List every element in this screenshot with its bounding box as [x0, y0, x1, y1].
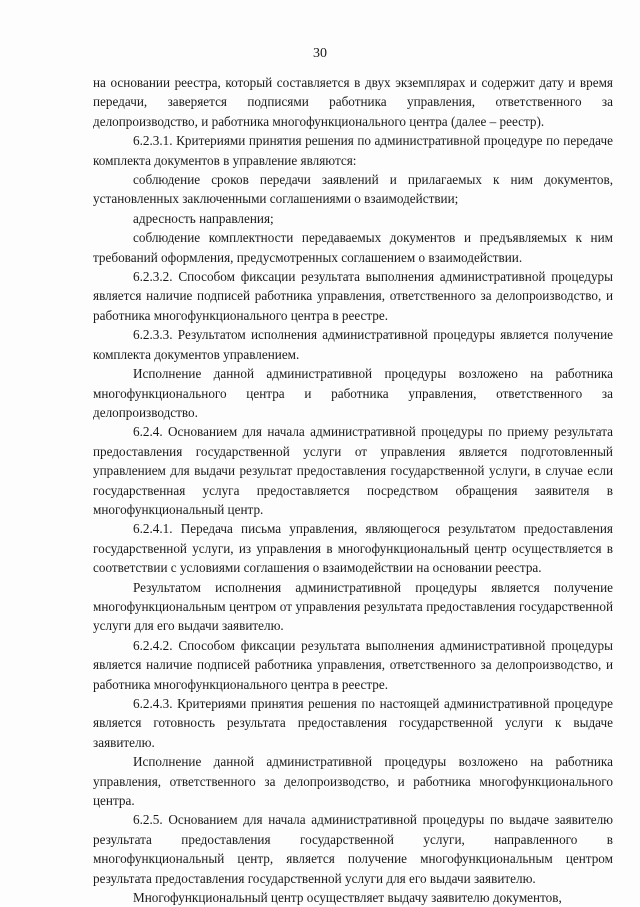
- paragraph: 6.2.3.2. Способом фиксации результата выполнения административной процедуры является наличие подписей работника управления, ответственного за делопроизводство, и работника многофункционального центра в реестре.: [93, 269, 613, 323]
- paragraph: соблюдение комплектности передаваемых документов и предъявляемых к ним требований оформления, предусмотренных соглашением о взаимодействии.: [93, 230, 613, 265]
- paragraph: Исполнение данной административной процедуры возложено на работника управления, ответственного за делопроизводство, и работника многофункционального центра.: [93, 754, 613, 809]
- paragraph: соблюдение сроков передачи заявлений и прилагаемых к ним документов, установленных заключенными соглашениями о взаимодействии;: [93, 172, 613, 207]
- page-number: 30: [313, 46, 327, 61]
- paragraph: 6.2.4.1. Передача письма управления, являющегося результатом предоставления государственной услуги, из управления в многофункциональный центр осуществляется в соответствии с условиями соглашения о взаимодействии на основании реестра.: [93, 521, 613, 576]
- paragraph: 6.2.3.1. Критериями принятия решения по административной процедуре по передаче комплекта документов в управление являются:: [93, 133, 613, 168]
- paragraph: Исполнение данной административной процедуры возложено на работника многофункционального центра и работника управления, ответственного за делопроизводство.: [93, 366, 613, 420]
- paragraph: 6.2.4. Основанием для начала административной процедуры по приему результата предоставления государственной услуги от управления является подготовленный управлением для выдачи результат предоставления государственной услуги, в случае если государственная услуга предоставляется посредством обращения заявителя в многофункциональный центр.: [93, 424, 613, 517]
- paragraph: адресность направления;: [133, 210, 274, 226]
- paragraph: на основании реестра, который составляется в двух экземплярах и содержит дату и время передачи, заверяется подписями работника управления, ответственного за делопроизводство, и работника многофункционального центра (далее – реестр).: [93, 75, 613, 129]
- paragraph: 6.2.4.3. Критериями принятия решения по настоящей административной процедуре является готовность результата предоставления государственной услуги к выдаче заявителю.: [93, 696, 613, 750]
- paragraph: 6.2.3.3. Результатом исполнения административной процедуры является получение комплекта документов управлением.: [93, 327, 613, 362]
- paragraph: 6.2.4.2. Способом фиксации результата выполнения административной процедуры является наличие подписей работника управления, ответственного за делопроизводство, и работника многофункционального центра в реестре.: [93, 637, 613, 692]
- paragraph: Многофункциональный центр осуществляет выдачу заявителю документов,: [133, 890, 562, 906]
- paragraph: Результатом исполнения административной процедуры является получение многофункциональным центром от управления результата предоставления государственной услуги для его выдачи заявителю.: [93, 579, 613, 634]
- paragraph: 6.2.5. Основанием для начала административной процедуры по выдаче заявителю результата предоставления государственной услуги, направленного в многофункциональный центр, является получение многофункциональным центром результата предоставления государственной услуги для его выдачи заявителю.: [93, 812, 613, 886]
- document-body: [93, 73, 613, 907]
